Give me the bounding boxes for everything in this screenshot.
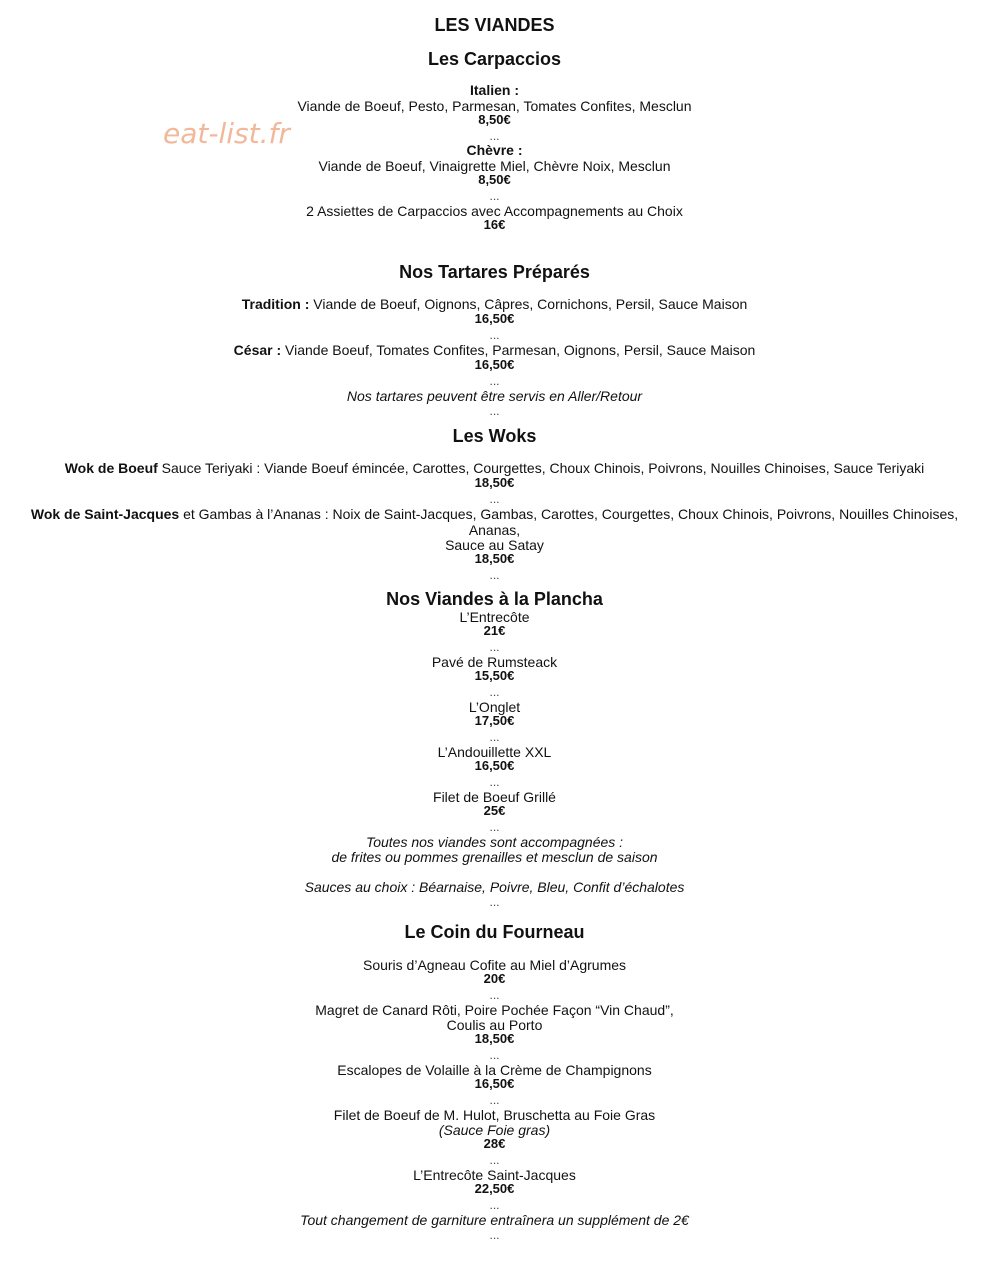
item-price-chevre: 8,50€ <box>478 172 511 187</box>
fourneau-item-price: 28€ <box>483 1136 506 1151</box>
separator: ... <box>489 730 500 744</box>
item-price-italien: 8,50€ <box>478 112 511 127</box>
item-desc-tradition: Viande de Boeuf, Oignons, Câpres, Cornichons, Persil, Sauce Maison <box>309 296 748 312</box>
item-line-tradition <box>0 296 989 312</box>
item-desc-wok-sj-2: Ananas, <box>468 522 521 538</box>
item-price-tradition: 16,50€ <box>474 311 515 326</box>
item-desc-wok-sj-3: Sauce au Satay <box>445 537 544 553</box>
fourneau-item-name: Escalopes de Volaille à la Crème de Champignons <box>337 1062 652 1078</box>
item-name-italien: Italien : <box>469 82 519 98</box>
separator: ... <box>489 895 500 909</box>
note-plancha-2: de frites ou pommes grenailles et mesclun de saison <box>331 849 658 865</box>
fourneau-item-name: Souris d’Agneau Cofite au Miel d’Agrumes <box>362 957 627 973</box>
section-heading-plancha: Nos Viandes à la Plancha <box>386 589 603 609</box>
separator: ... <box>489 129 500 143</box>
fourneau-item-name: Filet de Boeuf de M. Hulot, Bruschetta au Foie Gras <box>333 1107 656 1123</box>
section-heading-fourneau: Le Coin du Fourneau <box>404 922 585 942</box>
separator: ... <box>489 1093 500 1107</box>
plancha-item-name: L’Entrecôte <box>459 609 530 625</box>
separator: ... <box>489 1153 500 1167</box>
section-heading-tartares: Nos Tartares Préparés <box>399 262 590 282</box>
item-name-wok-sj: Wok de Saint-Jacques <box>30 506 180 522</box>
separator: ... <box>489 685 500 699</box>
item-line-cesar <box>0 342 989 358</box>
item-line-wok-sj <box>0 506 989 522</box>
page-title: LES VIANDES <box>434 15 555 35</box>
watermark-logo: eat-list.fr <box>163 117 290 150</box>
fourneau-item-price: 22,50€ <box>474 1181 515 1196</box>
item-price-wok-boeuf: 18,50€ <box>474 475 515 490</box>
separator: ... <box>489 1228 500 1242</box>
plancha-item-name: L’Andouillette XXL <box>437 744 552 760</box>
separator: ... <box>489 775 500 789</box>
note-fourneau: Tout changement de garniture entraînera un supplément de 2€ <box>300 1212 689 1228</box>
fourneau-item-price: 16,50€ <box>474 1076 515 1091</box>
fourneau-item-name-2: Coulis au Porto <box>446 1017 543 1033</box>
separator: ... <box>489 404 500 418</box>
separator: ... <box>489 568 500 582</box>
plancha-item-price: 25€ <box>483 803 506 818</box>
plancha-item-name: Pavé de Rumsteack <box>431 654 558 670</box>
section-heading-woks: Les Woks <box>452 426 537 446</box>
fourneau-item-name: L’Entrecôte Saint-Jacques <box>413 1167 576 1183</box>
item-desc-wok-sj: et Gambas à l’Ananas : Noix de Saint-Jacques, Gambas, Carottes, Courgettes, Choux Chinois, Poivrons, Nouilles Chinoises, <box>179 506 959 522</box>
separator: ... <box>489 988 500 1002</box>
separator: ... <box>489 189 500 203</box>
item-desc-cesar: Viande Boeuf, Tomates Confites, Parmesan, Oignons, Persil, Sauce Maison <box>281 342 756 358</box>
separator: ... <box>489 374 500 388</box>
item-desc-chevre: Viande de Boeuf, Vinaigrette Miel, Chèvre Noix, Mesclun <box>318 158 671 174</box>
plancha-item-name: L’Onglet <box>468 699 521 715</box>
separator: ... <box>489 820 500 834</box>
fourneau-item-price: 20€ <box>483 971 506 986</box>
item-price-duo: 16€ <box>483 217 506 232</box>
item-price-cesar: 16,50€ <box>474 357 515 372</box>
plancha-item-price: 16,50€ <box>474 758 515 773</box>
item-line-wok-boeuf <box>0 460 989 476</box>
item-name-cesar: César : <box>233 342 282 358</box>
separator: ... <box>489 640 500 654</box>
section-heading-carpaccios: Les Carpaccios <box>427 49 562 69</box>
separator: ... <box>489 492 500 506</box>
item-price-wok-sj: 18,50€ <box>474 551 515 566</box>
note-sauces: Sauces au choix : Béarnaise, Poivre, Bleu, Confit d’échalotes <box>304 879 685 895</box>
plancha-item-price: 21€ <box>483 623 506 638</box>
note-tartares: Nos tartares peuvent être servis en Aller/Retour <box>346 388 643 404</box>
plancha-item-price: 15,50€ <box>474 668 515 683</box>
fourneau-item-name-2: (Sauce Foie gras) <box>438 1122 551 1138</box>
plancha-item-price: 17,50€ <box>474 713 515 728</box>
item-desc-italien: Viande de Boeuf, Pesto, Parmesan, Tomates Confites, Mesclun <box>297 98 692 114</box>
note-plancha-1: Toutes nos viandes sont accompagnées : <box>365 834 624 850</box>
plancha-item-name: Filet de Boeuf Grillé <box>433 789 556 805</box>
item-name-tradition: Tradition : <box>241 296 310 312</box>
separator: ... <box>489 1048 500 1062</box>
item-name-wok-boeuf: Wok de Boeuf <box>64 460 158 476</box>
item-name-chevre: Chèvre : <box>466 142 523 158</box>
fourneau-item-name: Magret de Canard Rôti, Poire Pochée Façon “Vin Chaud”, <box>315 1002 674 1018</box>
item-desc-wok-boeuf: Sauce Teriyaki : Viande Boeuf émincée, Carottes, Courgettes, Choux Chinois, Poivrons, Nouilles Chinoises, Sauce Teriyaki <box>157 460 925 476</box>
fourneau-item-price: 18,50€ <box>474 1031 515 1046</box>
item-desc-duo: 2 Assiettes de Carpaccios avec Accompagnements au Choix <box>306 203 683 219</box>
separator: ... <box>489 328 500 342</box>
separator: ... <box>489 1198 500 1212</box>
